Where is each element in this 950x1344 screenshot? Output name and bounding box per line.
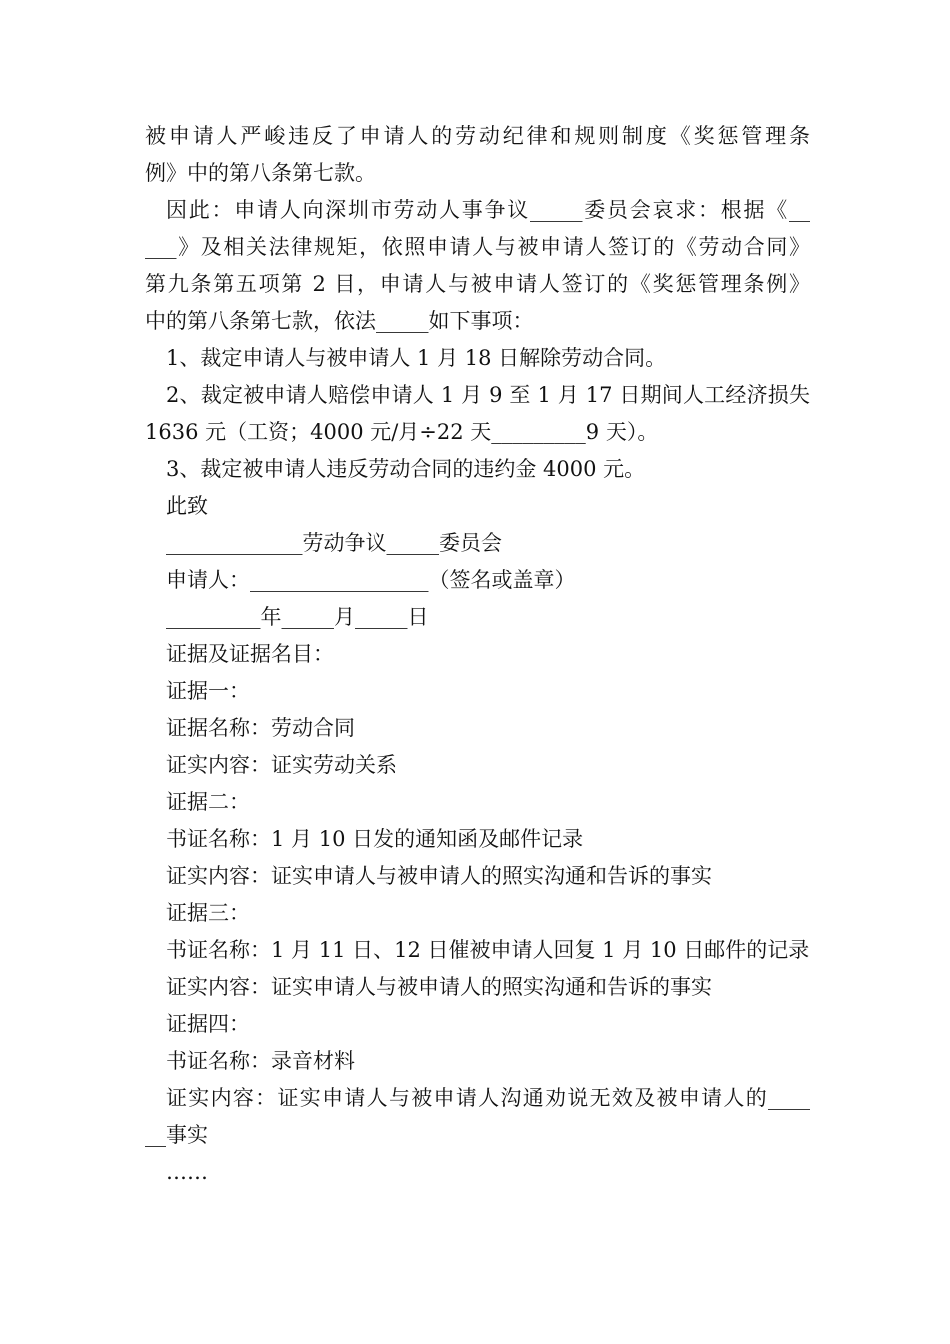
text-line: 证实内容：证实申请人与被申请人的照实沟通和告诉的事实 (166, 864, 712, 888)
text-line: _________年_____月_____日 (166, 605, 429, 629)
text-line: 证据及证据名目： (166, 642, 334, 666)
text-line: 证据二： (166, 790, 250, 814)
text-line: 书证名称：1 月 11 日、12 日催被申请人回复 1 月 10 日邮件的记录 (166, 938, 810, 962)
text-line: 证据四： (166, 1012, 250, 1036)
text-line: 申请人：_________________（签名或盖章） (166, 568, 576, 592)
text-line: 1636 元（工资；4000 元/月÷22 天_________9 天）。 (145, 420, 659, 444)
text-line: 3、裁定被申请人违反劳动合同的违约金 4000 元。 (166, 457, 646, 481)
text-line: 中的第八条第七款，依法_____如下事项： (145, 309, 534, 333)
text-line: 2、裁定被申请人赔偿申请人 1 月 9 至 1 月 17 日期间人工经济损失 (166, 383, 810, 407)
text-line: 此致 (166, 494, 208, 518)
text-line: 书证名称：录音材料 (166, 1049, 355, 1073)
text-line: 书证名称：1 月 10 日发的通知函及邮件记录 (166, 827, 584, 851)
text-line: 第九条第五项第 2 目，申请人与被申请人签订的《奖惩管理条例》 (145, 272, 810, 296)
text-line: _____________劳动争议_____委员会 (166, 531, 502, 555)
text-line: 被申请人严峻违反了申请人的劳动纪律和规则制度《奖惩管理条 (145, 124, 810, 148)
text-line: 例》中的第八条第七款。 (145, 161, 376, 185)
document-body (145, 118, 810, 1191)
text-line: …… (166, 1160, 208, 1184)
text-line: 证实内容：证实申请人与被申请人的照实沟通和告诉的事实 (166, 975, 712, 999)
text-line: 1、裁定申请人与被申请人 1 月 18 日解除劳动合同。 (166, 346, 667, 370)
text-line: 证实内容：证实劳动关系 (166, 753, 397, 777)
text-line: 证实内容：证实申请人与被申请人沟通劝说无效及被申请人的____ (166, 1086, 810, 1110)
text-line: 证据三： (166, 901, 250, 925)
text-line: ___》及相关法律规矩，依照申请人与被申请人签订的《劳动合同》 (145, 235, 810, 259)
text-line: 因此：申请人向深圳市劳动人事争议_____委员会哀求：根据《__ (166, 198, 810, 222)
text-line: 证据一： (166, 679, 250, 703)
text-line: 证据名称：劳动合同 (166, 716, 355, 740)
text-line: __事实 (145, 1123, 208, 1147)
